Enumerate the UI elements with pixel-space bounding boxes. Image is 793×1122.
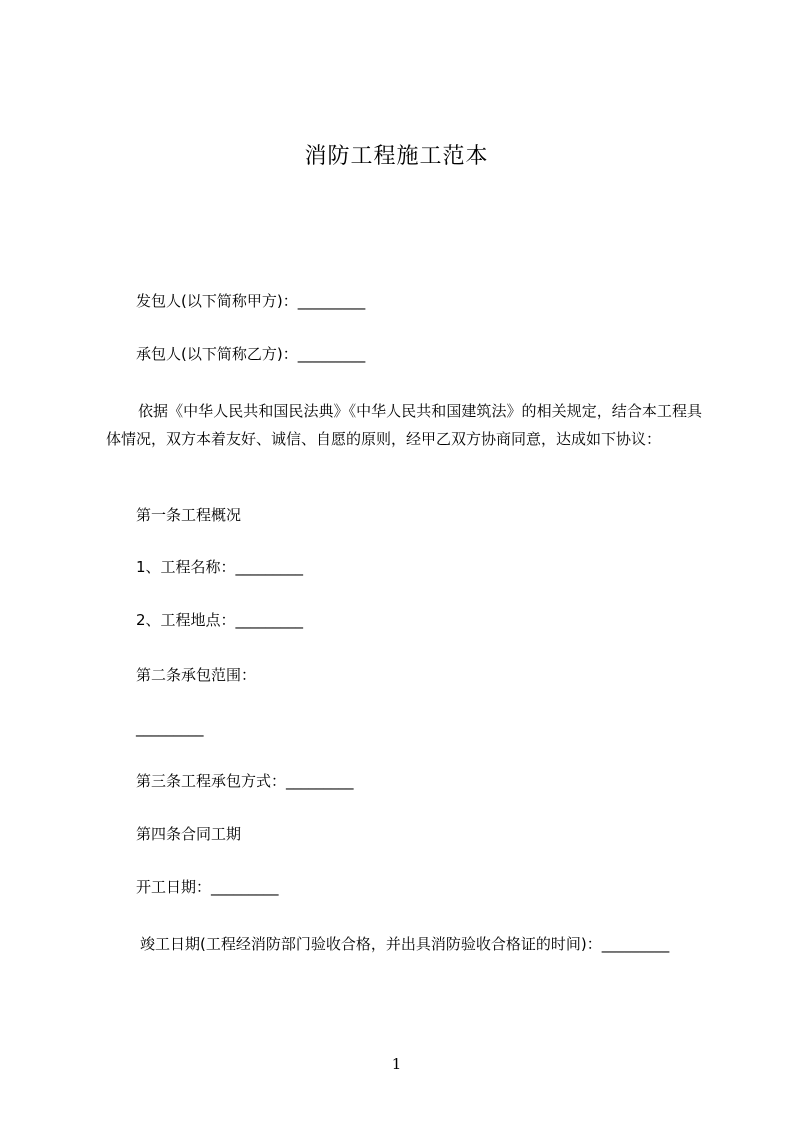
article-4-heading: 第四条合同工期 — [136, 825, 242, 843]
party-a-line: 发包人(以下简称甲方)：_________ — [136, 292, 366, 310]
start-date-line: 开工日期：_________ — [136, 878, 279, 896]
article-2-blank: _________ — [136, 719, 204, 737]
completion-date-line: 竣工日期(工程经消防部门验收合格，并出具消防验收合格证的时间)：_________ — [140, 935, 670, 953]
document-title: 消防工程施工范本 — [304, 144, 489, 169]
page-number: 1 — [391, 1055, 402, 1073]
preamble-paragraph: 依据《中华人民共和国民法典》《中华人民共和国建筑法》的相关规定，结合本工程具体情况，双方本着友好、诚信、自愿的原则，经甲乙双方协商同意，达成如下协议： — [106, 402, 702, 448]
project-location-line: 2、工程地点：_________ — [136, 611, 304, 629]
project-name-line: 1、工程名称：_________ — [136, 558, 304, 576]
article-1-heading: 第一条工程概况 — [136, 506, 242, 524]
article-3-line: 第三条工程承包方式：_________ — [136, 772, 354, 790]
article-2-heading: 第二条承包范围： — [136, 666, 257, 684]
party-b-line: 承包人(以下简称乙方)：_________ — [136, 345, 366, 363]
